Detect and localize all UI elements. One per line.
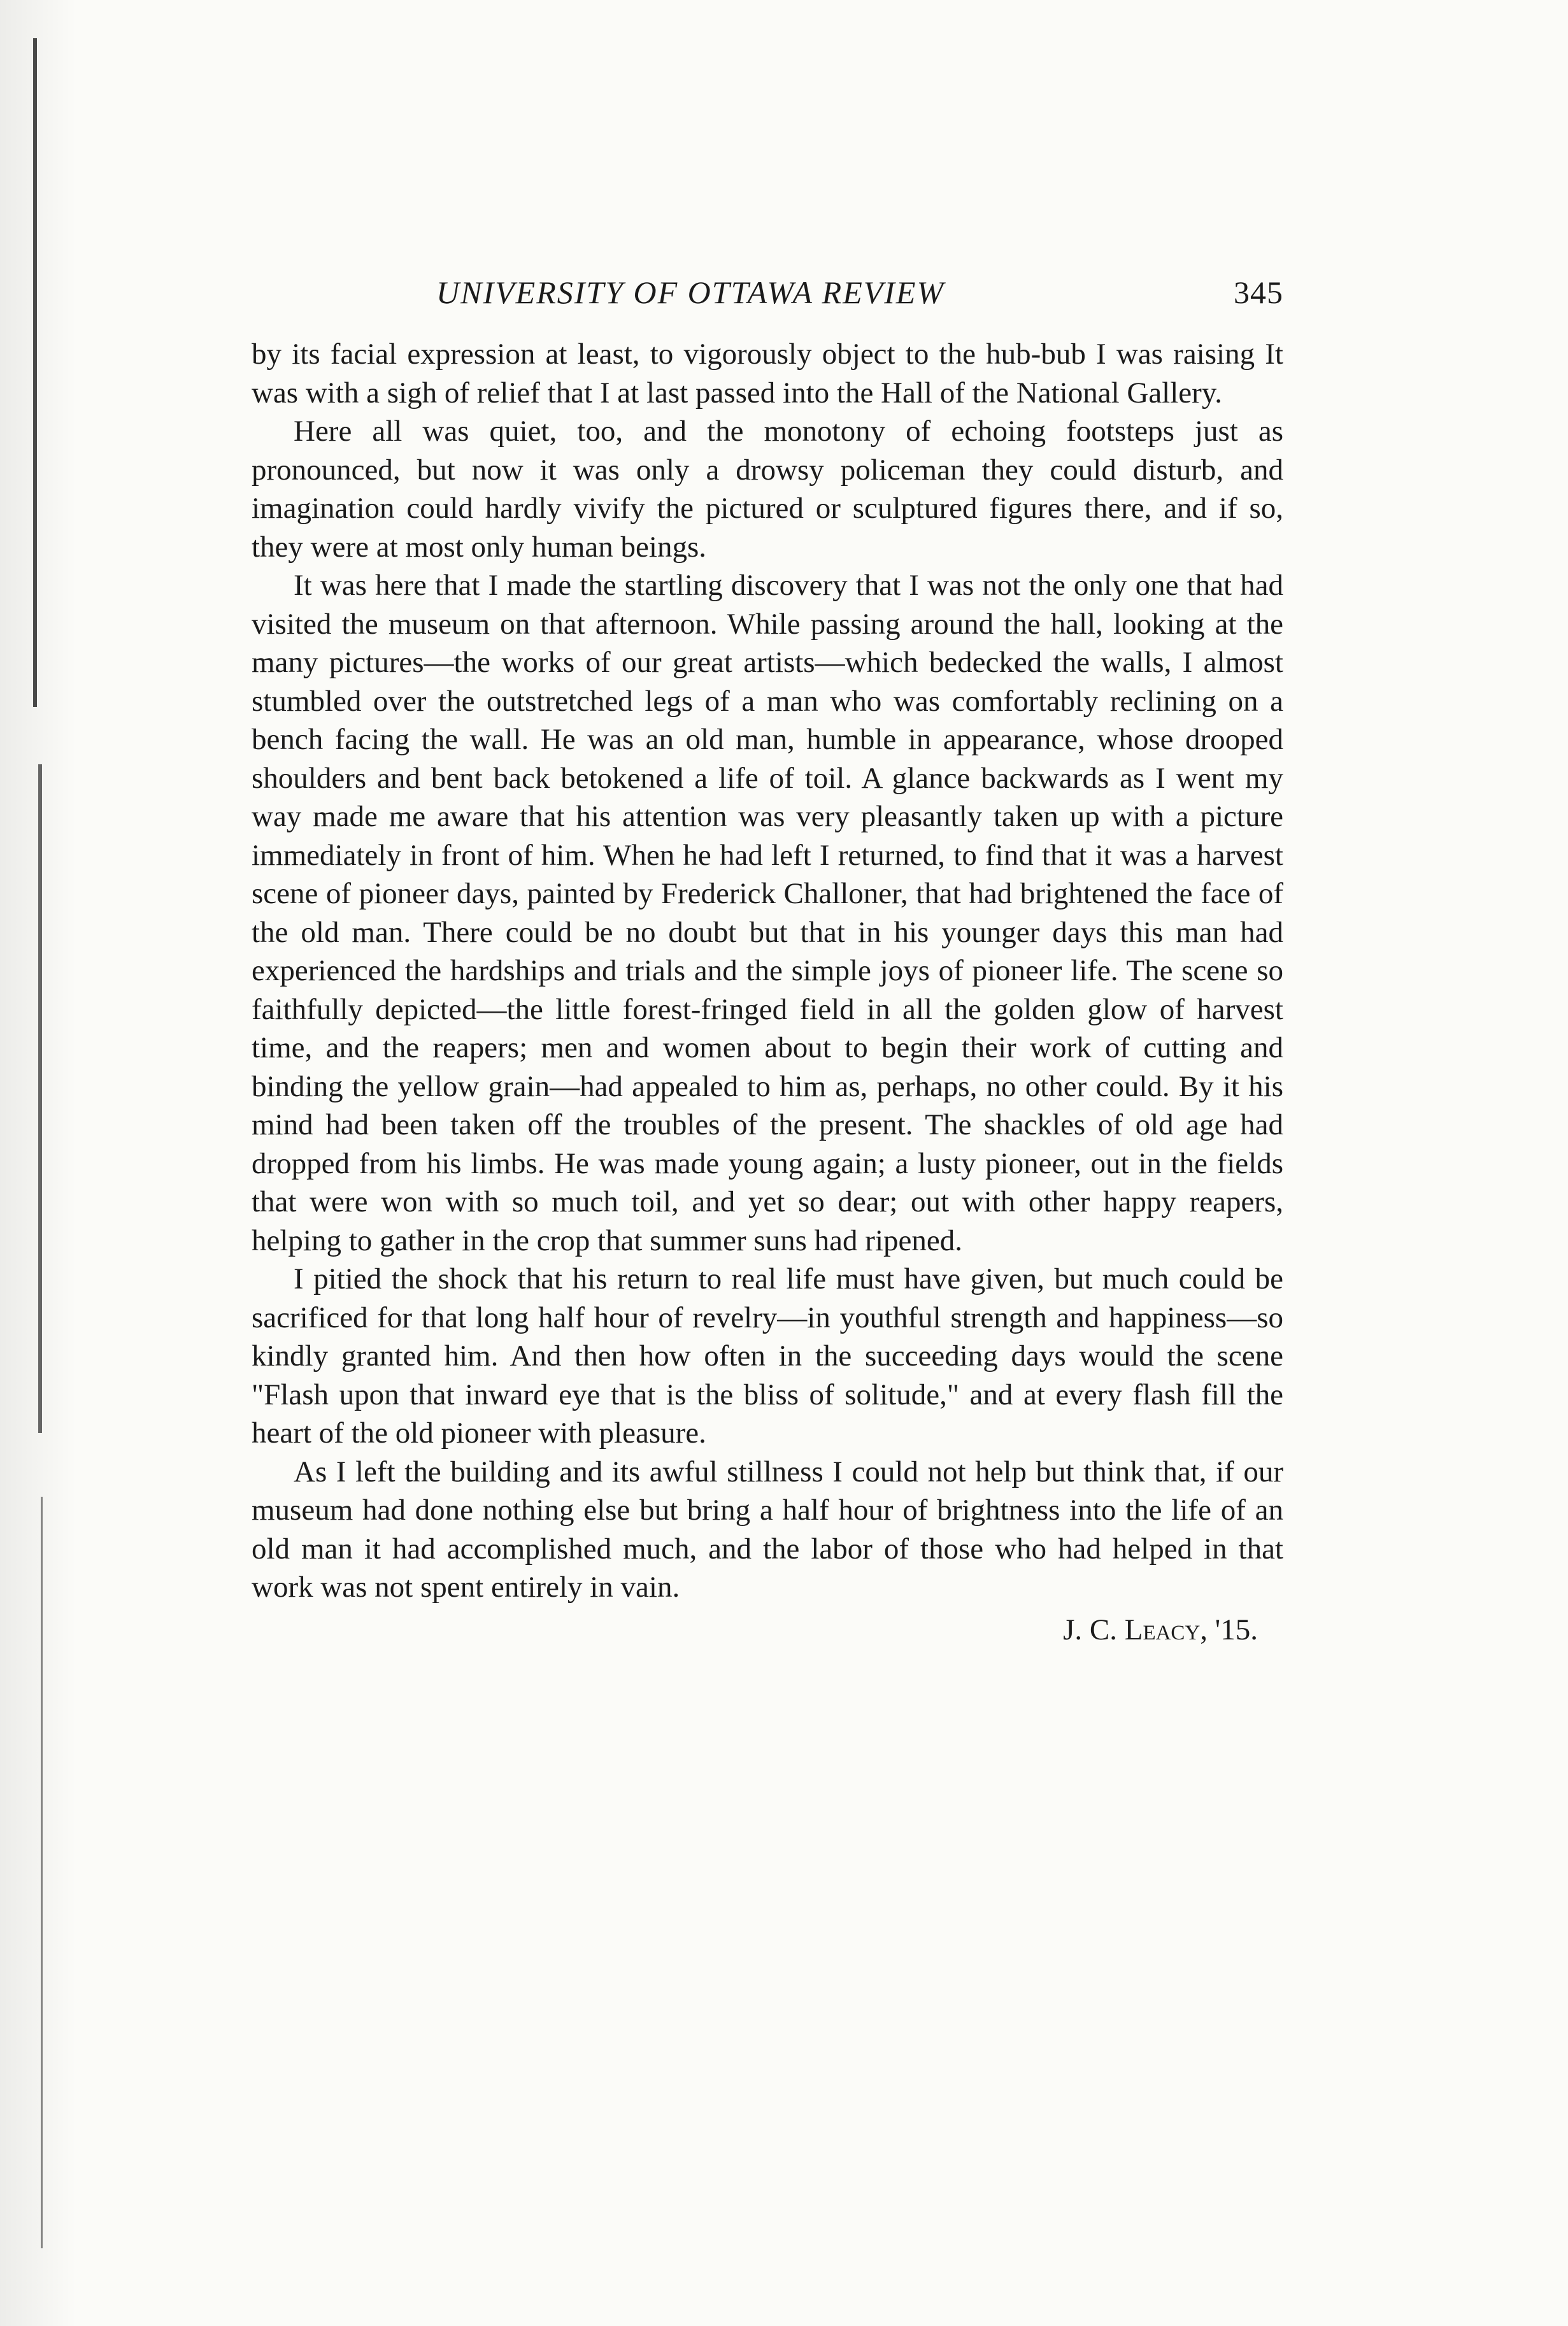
article-body [252, 335, 1283, 1607]
paragraph: Here all was quiet, too, and the monotony of echoing footsteps just as pronounced, but now it was only a drowsy policeman they could disturb, and imagination could hardly vivify the pictured or sculptured figures there, and if so, they were at most only human beings. [252, 415, 1283, 564]
paragraph: As I left the building and its awful stillness I could not help but think that, if our museum had done nothing else but bring a half hour of brightness into the life of an old man it had accomplished much, and the labor of those who had helped in that work was not spent entirely in vain. [252, 1455, 1283, 1604]
author-year: , '15. [1200, 1613, 1258, 1646]
paragraph-continued: by its facial expression at least, to vigorously object to the hub-bub I was raising It was with a sigh of relief that I at last passed into the Hall of the National Gallery. [252, 338, 1283, 410]
paragraph: It was here that I made the startling discovery that I was not the only one that had visited the museum on that afternoon. While passing around the hall, looking at the many pictures—the works of our great artists—which bedecked the walls, I almost stumbled over the outstretched legs of a man who was comfortably reclining on a bench facing the wall. He was an old man, humble in appearance, whose drooped shoulders and bent back betokened a life of toil. A glance backwards as I went my way made me aware that his attention was very pleasantly taken up with a picture immediately in front of him. When he had left I returned, to find that it was a harvest scene of pioneer days, painted by Frederick Challoner, that had brightened the face of the old man. There could be no doubt but that in his younger days this man had experienced the hardships and trials and the simple joys of pioneer life. The scene so faithfully depicted—the little forest-fringed field in all the golden glow of harvest time, and the reapers; men and women about to begin their work of cutting and binding the yellow grain—had appealed to him as, perhaps, no other could. By it his mind had been taken off the troubles of the present. The shackles of old age had dropped from his limbs. He was made young again; a lusty pioneer, out in the fields that were won with so much toil, and yet so dear; out with other happy reapers, helping to gather in the crop that summer suns had ripened. [252, 569, 1283, 1257]
author-surname: Leacy [1124, 1613, 1201, 1646]
binding-rule [41, 1497, 43, 2248]
running-title: UNIVERSITY OF OTTAWA REVIEW [436, 275, 945, 310]
author-signature [252, 1611, 1283, 1649]
binding-rule [33, 38, 37, 707]
binding-rule [38, 764, 42, 1433]
binding-edge [0, 0, 108, 2326]
page-number: 345 [1234, 275, 1283, 310]
paragraph: I pitied the shock that his return to real life must have given, but much could be sacrificed for that long half hour of revelry—in youthful strength and happiness—so kindly granted him. And then how often in the succeeding days would the scene "Flash upon that inward eye that is the bliss of solitude," and at every flash fill the heart of the old pioneer with pleasure. [252, 1262, 1283, 1450]
author-initials: J. C. [1063, 1613, 1125, 1646]
page [252, 274, 1283, 2185]
running-header [252, 274, 1283, 335]
